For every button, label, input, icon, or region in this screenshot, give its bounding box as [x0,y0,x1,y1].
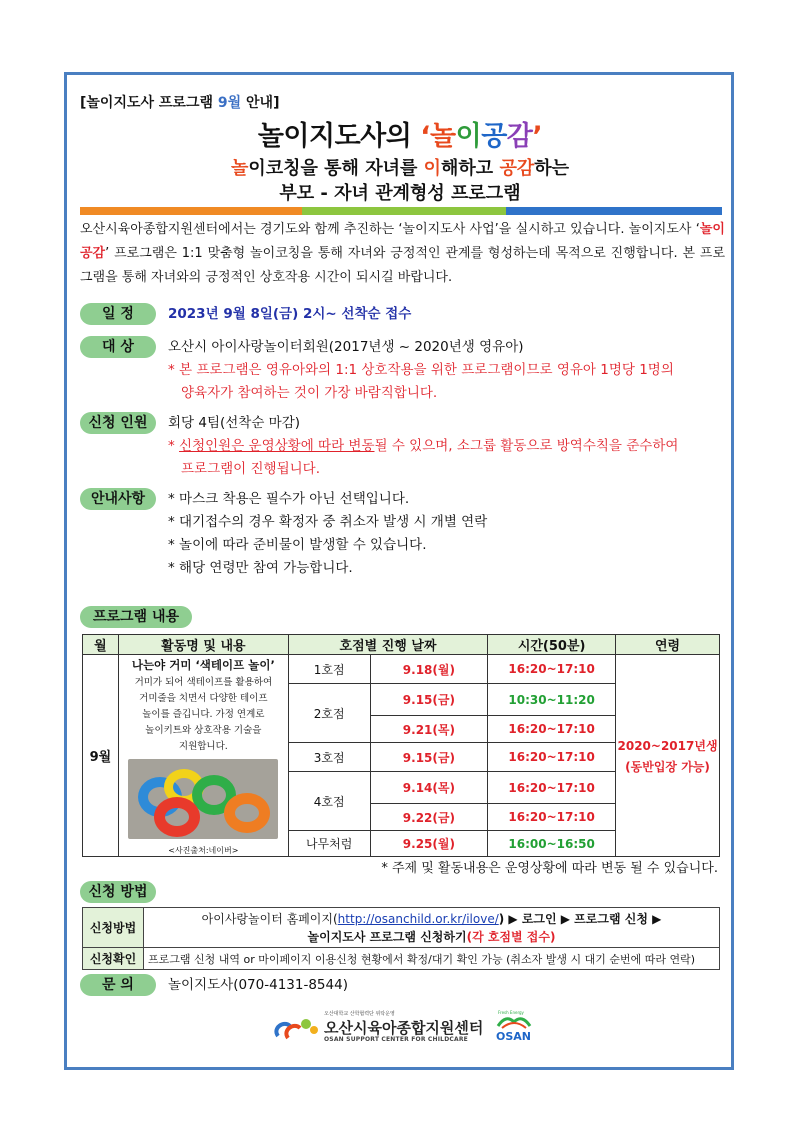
center-logo-icon [270,1014,320,1044]
contact-label: 문 의 [80,974,156,996]
header-tag: [놀이지도사 프로그램 9월 안내] [80,95,280,111]
time-cell: 16:20~17:10 [488,655,616,684]
date-cell: 9.14(목) [370,772,488,804]
apply-confirm-head: 신청확인 [83,948,144,970]
date-cell: 9.15(금) [370,743,488,772]
apply-method-cell: 아이사랑놀이터 홈페이지(http://osanchild.or.kr/ilove/) ▶ 로그인 ▶ 프로그램 신청 ▶ 놀이지도사 프로그램 신청하기(각 호점별 접수) [144,908,720,948]
notice-item: * 놀이에 따라 준비물이 발생할 수 있습니다. [168,537,427,553]
contact-value: 놀이지도사(070-4131-8544) [168,977,348,993]
time-cell: 10:30~11:20 [488,684,616,716]
program-table [82,634,720,857]
col-time: 시간(50분) [488,635,616,655]
target-label: 대 상 [80,336,156,358]
homepage-link[interactable]: http://osanchild.or.kr/ilove/ [337,911,499,926]
subtitle-line-1: 놀이코칭을 통해 자녀를 이해하고 공감하는 [230,158,570,179]
activity-desc: 거미가 되어 색테이프를 활용하여 거미줄을 치면서 다양한 테이프 놀이를 즐깁니다. 가정 연계로 놀이키트와 상호작용 기술을 지원합니다. [134,677,273,752]
date-cell: 9.25(월) [370,831,488,857]
time-cell: 16:20~17:10 [488,743,616,772]
notice-item: * 마스크 착용은 필수가 아닌 선택입니다. [168,491,410,507]
branch-cell: 4호점 [288,772,370,831]
target-note-1: * 본 프로그램은 영유아와의 1:1 상호작용을 위한 프로그램이므로 영유아 1명당 1명의 [168,362,674,378]
divider-green [302,207,506,215]
col-dates: 호점별 진행 날짜 [288,635,487,655]
capacity-value: 회당 4팀(선착순 마감) [168,415,301,431]
col-activity: 활동명 및 내용 [118,635,288,655]
branch-cell: 2호점 [288,684,370,743]
col-age: 연령 [616,635,720,655]
apply-method-head: 신청방법 [83,908,144,948]
program-footnote: * 주제 및 활동내용은 운영상황에 따라 변동 될 수 있습니다. [381,861,718,876]
apply-confirm-cell: 프로그램 신청 내역 or 마이페이지 이용신청 현황에서 확정/대기 확인 가능 (취소자 발생 시 대기 순번에 따라 연락) [144,948,720,970]
apply-row [83,948,720,970]
notice-label: 안내사항 [80,488,156,510]
time-cell: 16:20~17:10 [488,804,616,831]
date-cell: 9.15(금) [370,684,488,716]
month-cell: 9월 [83,655,119,857]
target-note-2: 양육자가 참여하는 것이 가장 바람직합니다. [181,385,438,401]
photo-caption: <사진출처:네이버> [168,846,239,855]
notice-item: * 해당 연령만 참여 가능합니다. [168,560,353,576]
divider-blue [506,207,722,215]
age-cell: 2020~2017년생 (동반입장 가능) [616,655,720,857]
apply-table [82,907,720,970]
table-header-row [83,635,720,655]
page-title: 놀이지도사의 ‘놀이공감’ [257,121,543,152]
time-cell: 16:00~16:50 [488,831,616,857]
branch-cell: 3호점 [288,743,370,772]
date-cell: 9.21(목) [370,716,488,743]
tape-photo [128,759,278,839]
notice-item: * 대기접수의 경우 확정자 중 취소자 발생 시 개별 연락 [168,514,488,530]
activity-cell [118,655,288,857]
time-cell: 16:20~17:10 [488,772,616,804]
capacity-note-1: * 신청인원은 운영상황에 따라 변동될 수 있으며, 소그룹 활동으로 방역수칙을 준수하여 [168,438,679,454]
col-month: 월 [83,635,119,655]
apply-label: 신청 방법 [80,881,156,903]
capacity-note-2: 프로그램이 진행됩니다. [181,461,320,477]
schedule-value: 2023년 9월 8일(금) 2시~ 선착순 접수 [168,306,412,322]
apply-row [83,908,720,948]
footer-logo: 오산대학교 산학협력단 위탁운영 오산시육아종합지원센터 OSAN SUPPORT CENTER FOR CHILDCARE Fresh Energy OSAN [270,1010,560,1046]
schedule-label: 일 정 [80,303,156,325]
date-cell: 9.18(월) [370,655,488,684]
branch-cell: 1호점 [288,655,370,684]
divider-orange [80,207,302,215]
table-row [83,655,720,684]
intro-paragraph: 오산시육아종합지원센터에서는 경기도와 함께 추진하는 ‘놀이지도사 사업’을 실시하고 있습니다. 놀이지도사 ‘놀이공감’ 프로그램은 1:1 맞춤형 놀이코칭을 통해 자녀와 긍정적인 관계를 형성하는데 목적으로 진행합니다. 본 프로그램을 통해 자녀와의 긍정적인 상호작용 시간이 되시길 바랍니다. [80,222,725,285]
date-cell: 9.22(금) [370,804,488,831]
capacity-label: 신청 인원 [80,412,156,434]
target-value: 오산시 아이사랑놀이터회원(2017년생 ~ 2020년생 영유아) [168,339,524,355]
branch-cell: 나무처럼 [288,831,370,857]
program-label: 프로그램 내용 [80,606,192,628]
activity-title: 나는야 거미 ‘색테이프 놀이’ [131,658,275,672]
subtitle-line-2: 부모 - 자녀 관계형성 프로그램 [279,183,521,204]
time-cell: 16:20~17:10 [488,716,616,743]
